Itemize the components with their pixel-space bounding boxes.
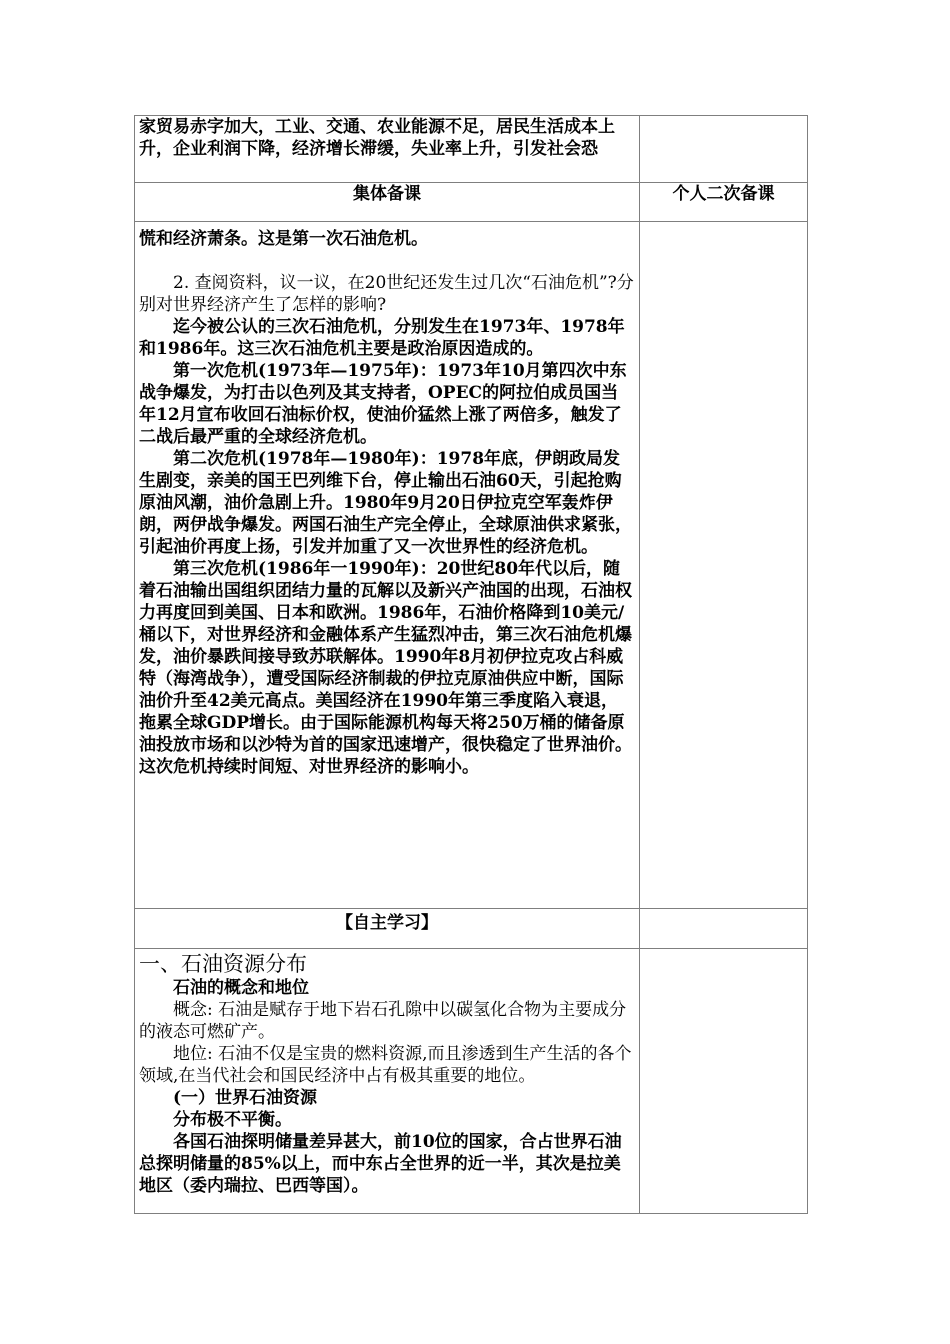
header-collective: 集体备课 (353, 184, 421, 204)
continued-paragraph: 家贸易赤字加大，工业、交通、农业能源不足，居民生活成本上升，企业利润下降，经济增长滞缓，失业率上升，引发社会恐 (139, 117, 615, 159)
question-paragraph: 2. 查阅资料，议一议，在20世纪还发生过几次“石油危机”?分别对世界经济产生了怎样的影响? (139, 273, 634, 315)
continue-paragraph: 慌和经济萧条。这是第一次石油危机。 (139, 229, 428, 249)
third-crisis-paragraph: 第三次危机(1986年一1990年)：20世纪80年代以后，随着石油输出国组织团结力量的瓦解以及新兴产油国的出现，石油权力再度回到美国、日本和欧洲。1986年，石油价格降到10美元/桶以下，对世界经济和金融体系产生猛烈冲击，第三次石油危机爆发，油价暴跌间接导致苏联解体。1990年8月初伊拉克攻占科威特（海湾战争），遭受国际经济制裁的伊拉克原油供应中断，国际油价升至42美元高点。美国经济在1990年第三季度陷入衰退， 拖累全球GDP增长。由于国际能源机构每天将250万桶的储备原油投放市场和以沙特为首的国家迅速增产，很快稳定了世界油价。这次危机持续时间短、对世界经济的影响小。 (139, 559, 632, 777)
header-personal-cell (640, 183, 808, 222)
table-row (135, 222, 808, 909)
subheading-world-oil: (一）世界石油资源 (173, 1088, 318, 1108)
cell-oil-distribution (135, 949, 640, 1214)
intro-paragraph: 迄今被公认的三次石油危机，分别发生在1973年、1978年和1986年。这三次石油危机主要是政治原因造成的。 (139, 317, 625, 359)
self-study-title: 【自主学习】 (336, 913, 438, 933)
status-paragraph: 地位: 石油不仅是宝贵的燃料资源,而且渗透到生产生活的各个领域,在当代社会和国民经济中占有极其重要的地位。 (139, 1044, 632, 1086)
cell-oil-crisis-content (135, 222, 640, 909)
cell-personal-empty (640, 949, 808, 1214)
lesson-plan-table (134, 115, 808, 1214)
cell-personal-empty (640, 909, 808, 949)
first-crisis-paragraph: 第一次危机(1973年—1975年)：1973年10月第四次中东战争爆发，为打击以色列及其支持者，OPEC的阿拉伯成员国当年12月宣布收回石油标价权，使油价猛然上涨了两倍多，触发了二战后最严重的全球经济危机。 (139, 361, 627, 447)
self-study-cell (135, 909, 640, 949)
table-row (135, 116, 808, 183)
table-row (135, 949, 808, 1214)
header-collective-cell (135, 183, 640, 222)
cell-continued-text (135, 116, 640, 183)
reserves-paragraph: 各国石油探明储量差异甚大，前10位的国家，合占世界石油总探明储量的85%以上，而中东占全世界的近一半，其次是拉美地区（委内瑞拉、巴西等国）。 (139, 1132, 622, 1196)
section-heading: 一、石油资源分布 (139, 952, 307, 976)
uneven-paragraph: 分布极不平衡。 (173, 1110, 292, 1130)
subheading-concept: 石油的概念和地位 (173, 978, 309, 998)
table-row (135, 183, 808, 222)
header-personal: 个人二次备课 (672, 184, 775, 204)
concept-paragraph: 概念: 石油是赋存于地下岩石孔隙中以碳氢化合物为主要成分的液态可燃矿产。 (139, 1000, 627, 1042)
second-crisis-paragraph: 第二次危机(1978年—1980年)：1978年底，伊朗政局发生剧变，亲美的国王巴列维下台，停止输出石油60天，引起抢购原油风潮，油价急剧上升。1980年9月20日伊拉克空军轰炸伊朗，两伊战争爆发。两国石油生产完全停止，全球原油供求紧张，引起油价再度上扬，引发并加重了又一次世界性的经济危机。 (139, 449, 632, 557)
cell-personal-empty (640, 222, 808, 909)
cell-personal-empty (640, 116, 808, 183)
table-row (135, 909, 808, 949)
